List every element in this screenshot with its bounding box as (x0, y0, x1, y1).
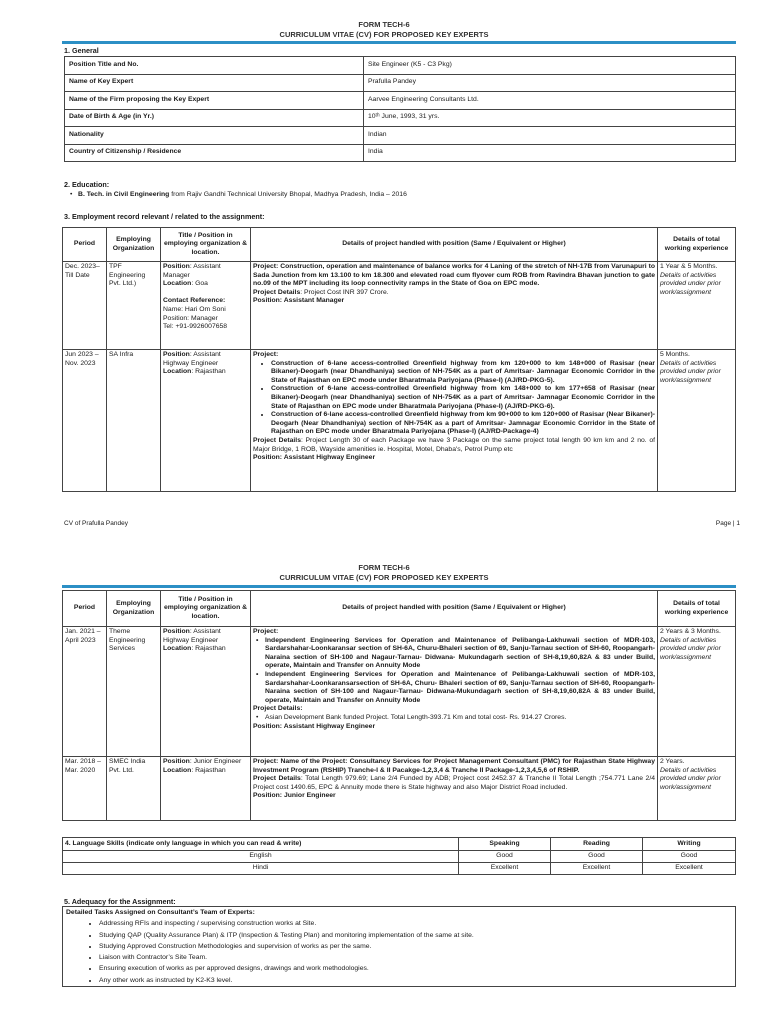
language-name: English (63, 851, 459, 863)
adequacy-box-heading: Detailed Tasks Assigned on Consultant’s Team of Experts: (66, 909, 255, 916)
project-details-label: Project Details (253, 288, 301, 296)
project-text: Project: Construction, operation and maintenance of balance works for 4 Laning of the stretch of NH-17B from Varunapuri to Sada Junction from km 13.100 to km 18.300 and elevated road cum flyover cum ROB from Ravindra Bhavan junction to gate no.09 of the MPT including its loop connectivity ramps in the State of Goa on EPC mode. (253, 263, 655, 288)
table-row (65, 144, 736, 162)
position-cell: Position: Assistant Highway Engineer Location: Rajasthan (161, 627, 251, 757)
project-role: Position: Assistant Manager (253, 297, 345, 305)
org-cell: TPF Engineering Pvt. Ltd.) (107, 262, 161, 350)
project-text: Project: Name of the Project: Consultancy Services for Project Management Consultant (PMC) for Rajasthan State Highway Investment Program (RSHIP) Tranche-I & II Pacakge-1,2,3,4 & Tranche II Package-1,2,3,4,5,6 of RSHIP. (253, 758, 655, 774)
details-cell (251, 262, 658, 350)
speaking-level: Good (459, 851, 551, 863)
project-label: Project: (253, 628, 279, 635)
task-item: • Studying Approved Construction Methodologies and supervision of works as per the same. (99, 941, 735, 952)
th-details: Details of project handled with position (Same / Equivalent or Higher) (251, 591, 658, 627)
general-value: Aarvee Engineering Consultants Ltd. (364, 92, 736, 110)
project-details: : Project Cost INR 397 Crore. (300, 288, 389, 296)
table-row (65, 127, 736, 145)
th-experience: Details of total working experience (658, 228, 736, 262)
title-rule (62, 585, 736, 588)
table-row (65, 57, 736, 75)
experience-note: Details of activities provided under prior work/assignment (660, 271, 721, 296)
education-degree: B. Tech. in Civil Engineering (78, 191, 170, 198)
position-cell: Position: Assistant Manager Location: Goa Contact Reference: Name: Hari Om Soni Position: Manager Tel: +91-9926007658 (161, 262, 251, 350)
position-value: Assistant Highway Engineer (163, 351, 221, 367)
org-cell: SMEC India Pvt. Ltd. (107, 757, 161, 821)
title-rule (62, 41, 736, 44)
project-role: Position: Junior Engineer (253, 792, 336, 800)
table-row (65, 74, 736, 92)
task-list (63, 918, 735, 986)
position-value: Assistant Highway Engineer (163, 628, 221, 644)
task-item: • Ensuring execution of works as per approved designs, drawings and work methodologies. (99, 963, 735, 974)
form-subtitle: CURRICULUM VITAE (CV) FOR PROPOSED KEY EXPERTS (279, 30, 489, 39)
experience-duration: 2 Years. (660, 758, 685, 765)
experience-cell (658, 350, 736, 492)
general-label: Name of Key Expert (65, 74, 364, 92)
general-label: Name of the Firm proposing the Key Expert (65, 92, 364, 110)
project-role: Position: Assistant Highway Engineer (253, 454, 376, 462)
general-label: Nationality (65, 127, 364, 145)
th-writing: Writing (643, 838, 736, 851)
project-details-label: Project Details (253, 775, 301, 783)
project-details: : Project Length 30 of each Package we have 3 Package on the same project total length 90 km km and 2 no. of Major Bridge, 1 ROB, Wayside amenities ie. Hospital, Motel, Dhaba's, Petrol Pump etc (253, 436, 655, 453)
general-label: Position Title and No. (65, 57, 364, 75)
writing-level: Excellent (643, 863, 736, 875)
table-row (63, 851, 736, 863)
location-value: Goa (195, 280, 208, 288)
th-org: Employing Organization (107, 591, 161, 627)
table-row (63, 350, 736, 492)
experience-note: Details of activities provided under prior work/assignment (660, 636, 721, 661)
period-cell: Dec. 2023– Till Date (63, 262, 107, 350)
table-row (65, 92, 736, 110)
employment-table-1 (62, 227, 736, 492)
task-item: • Any other work as instructed by K2-K3 level. (99, 975, 735, 986)
general-value: India (364, 144, 736, 162)
table-row (63, 757, 736, 821)
education-details: from Rajiv Gandhi Technical University Bhopal, Madhya Pradesh, India – 2016 (169, 191, 407, 198)
location-label: Location (163, 280, 192, 288)
general-table (64, 56, 736, 162)
employment-heading: 3. Employment record relevant / related to the assignment: (64, 212, 265, 221)
th-details: Details of project handled with position (Same / Equivalent or Higher) (251, 228, 658, 262)
position-cell: Position: Junior Engineer Location: Rajasthan (161, 757, 251, 821)
org-cell: SA Infra (107, 350, 161, 492)
general-value: Site Engineer (K5 - C3 Pkg) (364, 57, 736, 75)
project-bullet: • Construction of 6-lane access-controlled Greenfield highway from km 120+000 to km 148+000 of Rasisar (near Bikaner)-Deogarh (near Dhandhaniya) section of NH-754K as a part of Amritsar- Jamnagar Economic Corridor in the State of Rajasthan on EPC mode under Bharatmala Pariyojana (Phase-I) (AJ/RD-PKG-5). (271, 360, 655, 386)
general-value: Indian (364, 127, 736, 145)
th-speaking: Speaking (459, 838, 551, 851)
experience-cell (658, 757, 736, 821)
general-heading: 1. General (64, 46, 99, 55)
position-cell: Position: Assistant Highway Engineer Location: Rajasthan (161, 350, 251, 492)
education-item: • B. Tech. in Civil Engineering from Rajiv Gandhi Technical University Bhopal, Madhya Pradesh, India – 2016 (70, 191, 407, 198)
location-value: Rajasthan (195, 368, 226, 376)
contact-name: Name: Hari Om Soni (163, 305, 226, 313)
project-role: Position: Assistant Highway Engineer (253, 722, 376, 730)
position-value: Junior Engineer (193, 758, 242, 765)
general-value: 10ᵗʰ June, 1993, 31 yrs. (364, 109, 736, 127)
project-details: • Asian Development Bank funded Project. Total Length-393.71 Km and total cost- Rs. 914.27 Crores. (265, 714, 655, 723)
task-item: • Studying QAP (Quality Assurance Plan) & ITP (Inspection & Testing Plan) and monitoring implementation of the same at site. (99, 930, 735, 941)
experience-cell (658, 262, 736, 350)
location-label: Location (163, 368, 192, 376)
footer-page-number: Page | 1 (715, 520, 740, 527)
contact-tel: Tel: +91-9926007658 (163, 323, 228, 331)
table-row (63, 863, 736, 875)
org-cell: Theme Engineering Services (107, 627, 161, 757)
employment-table-2 (62, 590, 736, 821)
project-label: Project: (253, 351, 279, 358)
reading-level: Good (551, 851, 643, 863)
th-org: Employing Organization (107, 228, 161, 262)
th-title: Title / Position in employing organization & location. (161, 228, 251, 262)
project-bullet: • Independent Engineering Services for Operation and Maintenance of Pelibanga-Lakhuwali section of MDR-103, Sardarshahar-Loonkaransarsection of SH-6A, Churu- Bhaleri section of 69, Sanju-Tarnau section of SH-60, Roopangarh-Naraina section of SH-100 and Nagaur-Tarnau- Didwana-Mukundagarh section of SH-8,19,60,82A & 83 under Build, operate, Maintain and Transfer on Annuity Mode (265, 671, 655, 705)
contact-label: Contact Reference: (163, 297, 226, 305)
project-bullet: • Construction of 6-lane access-controlled Greenfield highway from km 90+000 to km 120+000 of Rasisar (Near Bikaner)-Deogarh (Near Dhandhaniya) section of NH-754K as a part of Amritsar- Jamnagar Economic Corridor in the State of Rajasthan on EPC mode under Bharatmala Pariyojana (Phase-I) (AJ/RD-Package-4) (271, 411, 655, 437)
general-label: Date of Birth & Age (in Yr.) (65, 109, 364, 127)
experience-note: Details of activities provided under prior work/assignment (660, 766, 721, 791)
contact-position: Position: Manager (163, 314, 218, 322)
position-label: Position (163, 758, 190, 765)
period-cell: Mar. 2018 – Mar. 2020 (63, 757, 107, 821)
experience-duration: 2 Years & 3 Months. (660, 628, 721, 635)
table-row (63, 262, 736, 350)
th-experience: Details of total working experience (658, 591, 736, 627)
project-details: : Total Length 979.69; Lane 2/4 Funded by ADB; Project cost 2452.37 & Tranche II Total Length ;754.771 Lane 2/4 Project cost 1490.65, EPC & Annuity mode there is State highway and also Major District Road included. (253, 775, 655, 791)
location-value: Rajasthan (195, 645, 226, 653)
position-label: Position (163, 628, 190, 635)
project-details-label: Project Details: (253, 705, 303, 713)
adequacy-heading: 5. Adequacy for the Assignment: (64, 897, 176, 906)
location-label: Location (163, 645, 192, 653)
task-item: • Addressing RFIs and inspecting / supervising construction works at Site. (99, 918, 735, 929)
form-title: FORM TECH-6 (358, 20, 410, 29)
speaking-level: Excellent (459, 863, 551, 875)
period-cell: Jun 2023 – Nov. 2023 (63, 350, 107, 492)
project-details-label: Project Details (253, 436, 301, 444)
project-bullet: • Construction of 6-lane access-controlled Greenfield highway from km 148+000 to km 177+658 of Rasisar (near Bikaner)-Deogarh (near Dhandhaniya) section of NH-754K as a part of Amritsar- Jamnagar Economic Corridor in the State of Rajasthan on EPC mode under Bharatmala Pariyojana (Phase-I) (AJ/RD-PKG-6). (271, 385, 655, 411)
location-value: Rajasthan (195, 766, 226, 774)
th-reading: Reading (551, 838, 643, 851)
writing-level: Good (643, 851, 736, 863)
general-label: Country of Citizenship / Residence (65, 144, 364, 162)
experience-duration: 1 Year & 5 Months. (660, 263, 718, 270)
period-cell: Jan. 2021 – April 2023 (63, 627, 107, 757)
experience-cell (658, 627, 736, 757)
form-subtitle: CURRICULUM VITAE (CV) FOR PROPOSED KEY EXPERTS (279, 573, 489, 582)
table-row (63, 627, 736, 757)
details-cell (251, 627, 658, 757)
position-label: Position (163, 351, 190, 358)
details-cell (251, 350, 658, 492)
th-title: Title / Position in employing organization & location. (161, 591, 251, 627)
th-period: Period (63, 228, 107, 262)
experience-duration: 5 Months. (660, 351, 690, 358)
task-item: • Liaison with Contractor’s Site Team. (99, 952, 735, 963)
details-cell (251, 757, 658, 821)
position-value: Assistant Manager (163, 263, 221, 279)
language-table (62, 837, 736, 875)
position-label: Position (163, 263, 190, 270)
language-name: Hindi (63, 863, 459, 875)
education-heading: 2. Education: (64, 180, 110, 189)
language-heading: 4. Language Skills (indicate only language in which you can read & write) (63, 838, 459, 851)
th-period: Period (63, 591, 107, 627)
reading-level: Excellent (551, 863, 643, 875)
adequacy-box (62, 906, 736, 987)
table-row (65, 109, 736, 127)
footer-left: CV of Prafulla Pandey (64, 520, 128, 527)
location-label: Location (163, 766, 192, 774)
experience-note: Details of activities provided under prior work/assignment (660, 359, 721, 384)
general-value: Prafulla Pandey (364, 74, 736, 92)
form-title: FORM TECH-6 (358, 563, 410, 572)
project-bullet: • Independent Engineering Services for Operation and Maintenance of Pelibanga-Lakhuwali section of MDR-103, Sardarshahar-Loonkaransar section of SH-6A, Churu-Bhaleri section of 69, Sanju-Tarnau section of SH-60, Roopangarh-Naraina section of SH-100 and Nagaur-Tarnau- Didwana- Mukundagarh section of SH-8,19,60,82A & 83 under Build, operate, Maintain and Transfer on Annuity Mode (265, 637, 655, 671)
